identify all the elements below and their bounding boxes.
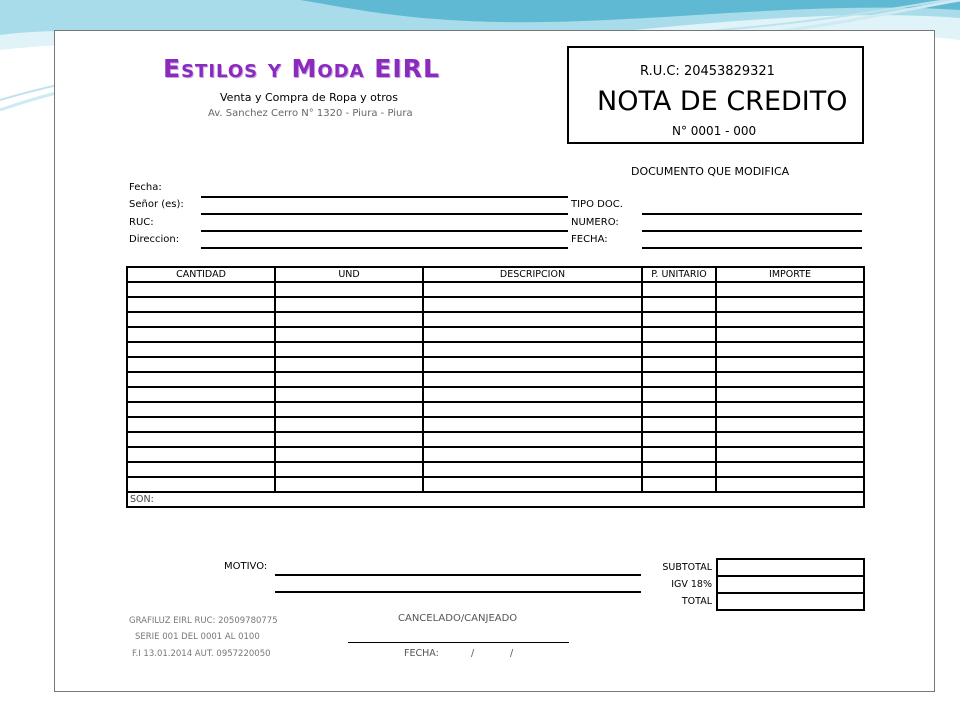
- total-value[interactable]: [717, 593, 864, 610]
- table-cell[interactable]: [716, 282, 864, 297]
- table-row: [127, 342, 864, 357]
- table-cell[interactable]: [423, 417, 642, 432]
- table-cell[interactable]: [716, 297, 864, 312]
- motivo-field-line-2[interactable]: [275, 591, 641, 593]
- table-cell[interactable]: [716, 402, 864, 417]
- serie-info: SERIE 001 DEL 0001 AL 0100: [135, 632, 260, 642]
- table-row: [127, 312, 864, 327]
- table-cell[interactable]: [423, 282, 642, 297]
- table-cell[interactable]: [642, 387, 716, 402]
- column-header-cantidad: CANTIDAD: [127, 267, 275, 282]
- table-cell[interactable]: [127, 282, 275, 297]
- table-row: [127, 402, 864, 417]
- table-row: [127, 282, 864, 297]
- fecha-doc-label: FECHA:: [571, 234, 608, 245]
- table-cell[interactable]: [423, 327, 642, 342]
- son-row: [127, 492, 864, 507]
- table-cell[interactable]: [716, 342, 864, 357]
- table-cell[interactable]: [275, 387, 423, 402]
- table-cell[interactable]: [275, 417, 423, 432]
- table-cell[interactable]: [423, 297, 642, 312]
- table-cell[interactable]: [275, 372, 423, 387]
- table-cell[interactable]: [423, 387, 642, 402]
- table-cell[interactable]: [127, 312, 275, 327]
- table-cell[interactable]: [127, 447, 275, 462]
- table-cell[interactable]: [423, 357, 642, 372]
- column-header-importe: IMPORTE: [716, 267, 864, 282]
- senor-field[interactable]: [201, 213, 568, 215]
- table-cell[interactable]: [716, 417, 864, 432]
- cancel-fecha-label: FECHA:: [404, 648, 439, 659]
- table-cell[interactable]: [716, 432, 864, 447]
- signature-line[interactable]: [348, 642, 569, 643]
- company-address: Av. Sanchez Cerro N° 1320 - Piura - Piura: [208, 108, 413, 119]
- table-cell[interactable]: [275, 477, 423, 492]
- table-cell[interactable]: [423, 477, 642, 492]
- subtotal-value[interactable]: [717, 559, 864, 576]
- table-cell[interactable]: [127, 402, 275, 417]
- company-tagline: Venta y Compra de Ropa y otros: [220, 91, 398, 104]
- direccion-label: Direccion:: [129, 234, 180, 245]
- table-cell[interactable]: [716, 312, 864, 327]
- tipo-doc-field[interactable]: [642, 213, 862, 215]
- table-cell[interactable]: [423, 432, 642, 447]
- table-cell[interactable]: [127, 327, 275, 342]
- table-cell[interactable]: [642, 342, 716, 357]
- table-cell[interactable]: [275, 402, 423, 417]
- table-cell[interactable]: [423, 342, 642, 357]
- authorization-info: F.I 13.01.2014 AUT. 0957220050: [132, 649, 271, 659]
- table-cell[interactable]: [716, 387, 864, 402]
- cancelado-label: CANCELADO/CANJEADO: [398, 613, 518, 624]
- table-cell[interactable]: [423, 447, 642, 462]
- table-cell[interactable]: [716, 327, 864, 342]
- modified-document-title: DOCUMENTO QUE MODIFICA: [631, 165, 790, 178]
- fecha-field[interactable]: [201, 196, 568, 198]
- table-cell[interactable]: [642, 432, 716, 447]
- table-cell[interactable]: [642, 402, 716, 417]
- numero-label: NUMERO:: [571, 217, 619, 228]
- table-row: [127, 477, 864, 492]
- table-row: [127, 327, 864, 342]
- total-row: [640, 593, 864, 610]
- date-separator: /: [510, 648, 514, 659]
- table-cell[interactable]: [127, 417, 275, 432]
- totals-table: [640, 558, 865, 611]
- table-cell[interactable]: [275, 312, 423, 327]
- table-row: [127, 447, 864, 462]
- table-cell[interactable]: [716, 357, 864, 372]
- column-header-descripcion: DESCRIPCION: [423, 267, 642, 282]
- table-cell[interactable]: [642, 462, 716, 477]
- senor-label: Señor (es):: [129, 199, 184, 210]
- direccion-field[interactable]: [201, 247, 568, 249]
- table-cell[interactable]: [423, 462, 642, 477]
- document-number: N° 0001 - 000: [672, 124, 757, 138]
- table-cell[interactable]: [127, 387, 275, 402]
- table-cell[interactable]: [716, 447, 864, 462]
- table-row: [127, 417, 864, 432]
- date-separator: /: [471, 648, 475, 659]
- table-cell[interactable]: [127, 357, 275, 372]
- table-cell[interactable]: [275, 342, 423, 357]
- fecha-doc-field[interactable]: [642, 247, 862, 249]
- table-cell[interactable]: [127, 342, 275, 357]
- table-cell[interactable]: [275, 462, 423, 477]
- table-cell[interactable]: [716, 462, 864, 477]
- table-cell[interactable]: [642, 477, 716, 492]
- table-body: [127, 282, 864, 492]
- table-cell[interactable]: [642, 447, 716, 462]
- table-cell[interactable]: [275, 357, 423, 372]
- table-row: [127, 357, 864, 372]
- column-header-und: UND: [275, 267, 423, 282]
- ruc-field[interactable]: [201, 230, 568, 232]
- column-header-p-unitario: P. UNITARIO: [642, 267, 716, 282]
- subtotal-label: SUBTOTAL: [662, 562, 712, 573]
- table-cell[interactable]: [275, 447, 423, 462]
- table-cell[interactable]: [716, 477, 864, 492]
- table-cell[interactable]: [127, 432, 275, 447]
- table-header-row: [127, 267, 864, 282]
- table-cell[interactable]: [423, 312, 642, 327]
- document-title: NOTA DE CREDITO: [597, 86, 848, 117]
- igv-row: [640, 576, 864, 593]
- printer-info: GRAFILUZ EIRL RUC: 20509780775: [129, 616, 278, 626]
- igv-label: IGV 18%: [671, 579, 712, 590]
- table-cell[interactable]: [642, 297, 716, 312]
- table-cell[interactable]: [423, 372, 642, 387]
- table-cell[interactable]: [642, 312, 716, 327]
- numero-field[interactable]: [642, 230, 862, 232]
- table-row: [127, 387, 864, 402]
- son-label[interactable]: SON:: [127, 492, 864, 507]
- table-cell[interactable]: [642, 357, 716, 372]
- table-cell[interactable]: [127, 477, 275, 492]
- table-cell[interactable]: [127, 462, 275, 477]
- table-cell[interactable]: [275, 282, 423, 297]
- table-cell[interactable]: [127, 372, 275, 387]
- table-cell[interactable]: [275, 432, 423, 447]
- ruc-label: RUC:: [129, 217, 154, 228]
- company-name: Estilos y Moda EIRL: [163, 54, 440, 83]
- table-cell[interactable]: [642, 372, 716, 387]
- table-row: [127, 297, 864, 312]
- motivo-field-line-1[interactable]: [275, 574, 641, 576]
- table-cell[interactable]: [127, 297, 275, 312]
- table-row: [127, 462, 864, 477]
- table-cell[interactable]: [642, 417, 716, 432]
- subtotal-row: [640, 559, 864, 576]
- table-cell[interactable]: [423, 402, 642, 417]
- table-row: [127, 372, 864, 387]
- table-cell[interactable]: [275, 327, 423, 342]
- igv-value[interactable]: [717, 576, 864, 593]
- table-cell[interactable]: [642, 282, 716, 297]
- total-label: TOTAL: [681, 596, 712, 607]
- ruc-number: R.U.C: 20453829321: [640, 64, 775, 79]
- motivo-label: MOTIVO:: [224, 561, 268, 572]
- fecha-label: Fecha:: [129, 182, 162, 193]
- tipo-doc-label: TIPO DOC.: [571, 199, 623, 210]
- items-table: [126, 266, 865, 508]
- table-cell[interactable]: [642, 327, 716, 342]
- table-row: [127, 432, 864, 447]
- table-cell[interactable]: [275, 297, 423, 312]
- table-cell[interactable]: [716, 372, 864, 387]
